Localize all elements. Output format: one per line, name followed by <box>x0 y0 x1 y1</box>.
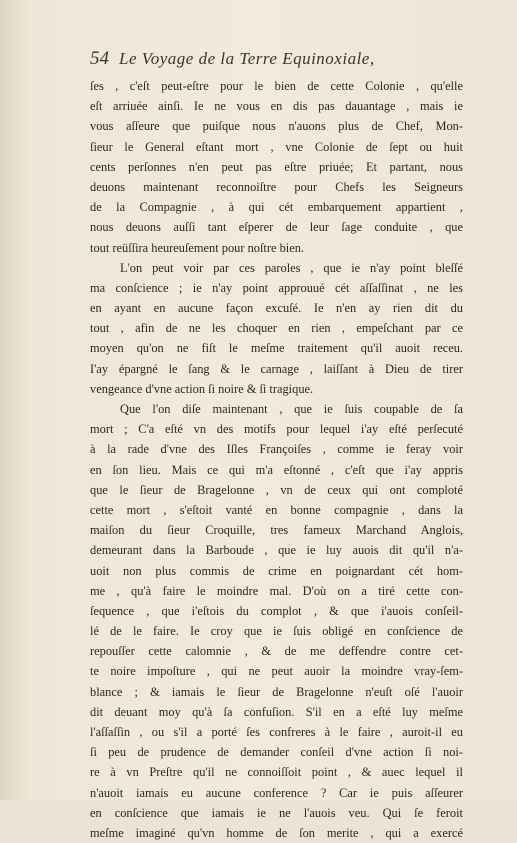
text-line: en conſcience que iamais ie ne l'auois veu. Qui ſe feroit <box>90 805 463 820</box>
text-line: vous aſſeure que puiſque nous n'auons plus de Chef, Mon- <box>90 119 463 134</box>
running-title: Le Voyage de la Terre Equinoxiale, <box>119 49 375 68</box>
text-line: nous deuons auſſi tant eſperer de leur ſage conduite , que <box>90 220 463 235</box>
text-line: lé de le faire. Ie croy que ie ſuis obligé en conſcience de <box>90 624 463 639</box>
page-number: 54 <box>90 48 109 69</box>
text-line: tout reüſſira heureuſement pour noſtre bien. <box>90 240 305 255</box>
text-line: à la rade d'vne des Iſles Françoiſes , comme ie feray voir <box>90 442 463 457</box>
text-line: Que l'on diſe maintenant , que ie ſuis coupable de ſa <box>120 402 463 416</box>
text-line: maiſon du ſieur Croquille, tres fameux Marchand Anglois, <box>90 523 463 538</box>
text-line: dit deuant moy qu'à ſa confuſion. S'il en a eſté luy meſme <box>90 704 463 719</box>
text-line: re à vn Preſtre qu'il ne connoiſſoit point , & auec lequel il <box>90 765 463 780</box>
page-header <box>90 48 470 70</box>
text-line: moyen qu'on ne fiſt le meſme traitement qu'il auoit receu. <box>90 341 463 356</box>
text-line: repouſſer cette calomnie , & de me deffendre contre cet- <box>90 644 463 659</box>
text-line: cents perſonnes n'en peut pas eſtre priuée; Et partant, nous <box>90 159 463 174</box>
text-line: l'aſſaſſin , ou s'il a porté ſes confreres à le faire , auroit-il eu <box>90 725 463 739</box>
text-line: ſes , c'eſt peut-eſtre pour le bien de cette Colonie , qu'elle <box>90 79 463 93</box>
text-line: I'ay épargné le ſang & le carnage , laiſſant à Dieu de tirer <box>90 361 463 376</box>
text-line: que le ſieur de Bragelonne , vn de ceux qui ont comploté <box>90 482 463 497</box>
text-line: ma conſcience ; ie n'ay point approuué cét aſſaſſinat , ne les <box>90 280 463 295</box>
text-line: ſieur le General eſtant mort , vne Colonie de ſept ou huit <box>90 139 463 154</box>
text-line: uoit non plus commis de crime en poignardant cét hom- <box>90 563 463 578</box>
text-line: en ſon lieu. Mais ce qui m'a eſtonné , c'eſt que i'ay appris <box>90 462 463 477</box>
text-line: de la Compagnie , à qui cét embarquement appartient , <box>90 200 463 215</box>
text-line: vengeance d'vne action ſi noire & ſi tragique. <box>90 381 314 396</box>
text-line: deuons maintenant reconnoiſtre pour Chefs les Seigneurs <box>90 179 463 194</box>
text-line: blance ; & iamais le ſieur de Bragelonne n'euſt oſé l'auoir <box>90 684 463 699</box>
text-line: n'auoit iamais eu aucune conference ? Car ie puis aſſeurer <box>90 785 463 800</box>
text-line: meſme imaginé qu'vn homme de ſon merite , qui a exercé <box>90 825 463 840</box>
text-line: en ayant en aucune façon excuſé. Ie n'en ay rien dit du <box>90 301 463 316</box>
text-line: tout , afin de ne les choquer en rien , empeſchant par ce <box>90 321 463 336</box>
text-line: te noire impoſture , qui ne peut auoir la moindre vray-ſem- <box>90 664 463 679</box>
text-line: demeurant dans la Barboude , que ie luy auois dit qu'il n'a- <box>90 543 463 558</box>
text-line: ſequence , que i'eſtois du complot , & que i'auois conſeil- <box>90 603 463 618</box>
text-line: ſi peu de prudence de demander conſeil d'vne action ſi noi- <box>90 745 463 760</box>
text-line: mort ; C'a eſté vn des motifs pour lequel i'ay eſté perſecuté <box>90 422 463 437</box>
text-line: me , qu'à faire le moindre mal. D'où on a tiré cette con- <box>90 583 463 598</box>
text-line: L'on peut voir par ces paroles , que ie n'ay point bleſſé <box>120 260 463 275</box>
text-line: cette mort , s'eſtoit vanté en bonne compagnie , dans la <box>90 502 463 517</box>
body-text <box>90 76 463 843</box>
text-line: eſt arriuée ainſi. Ie ne vous en dis pas dauantage , mais ie <box>90 99 463 114</box>
